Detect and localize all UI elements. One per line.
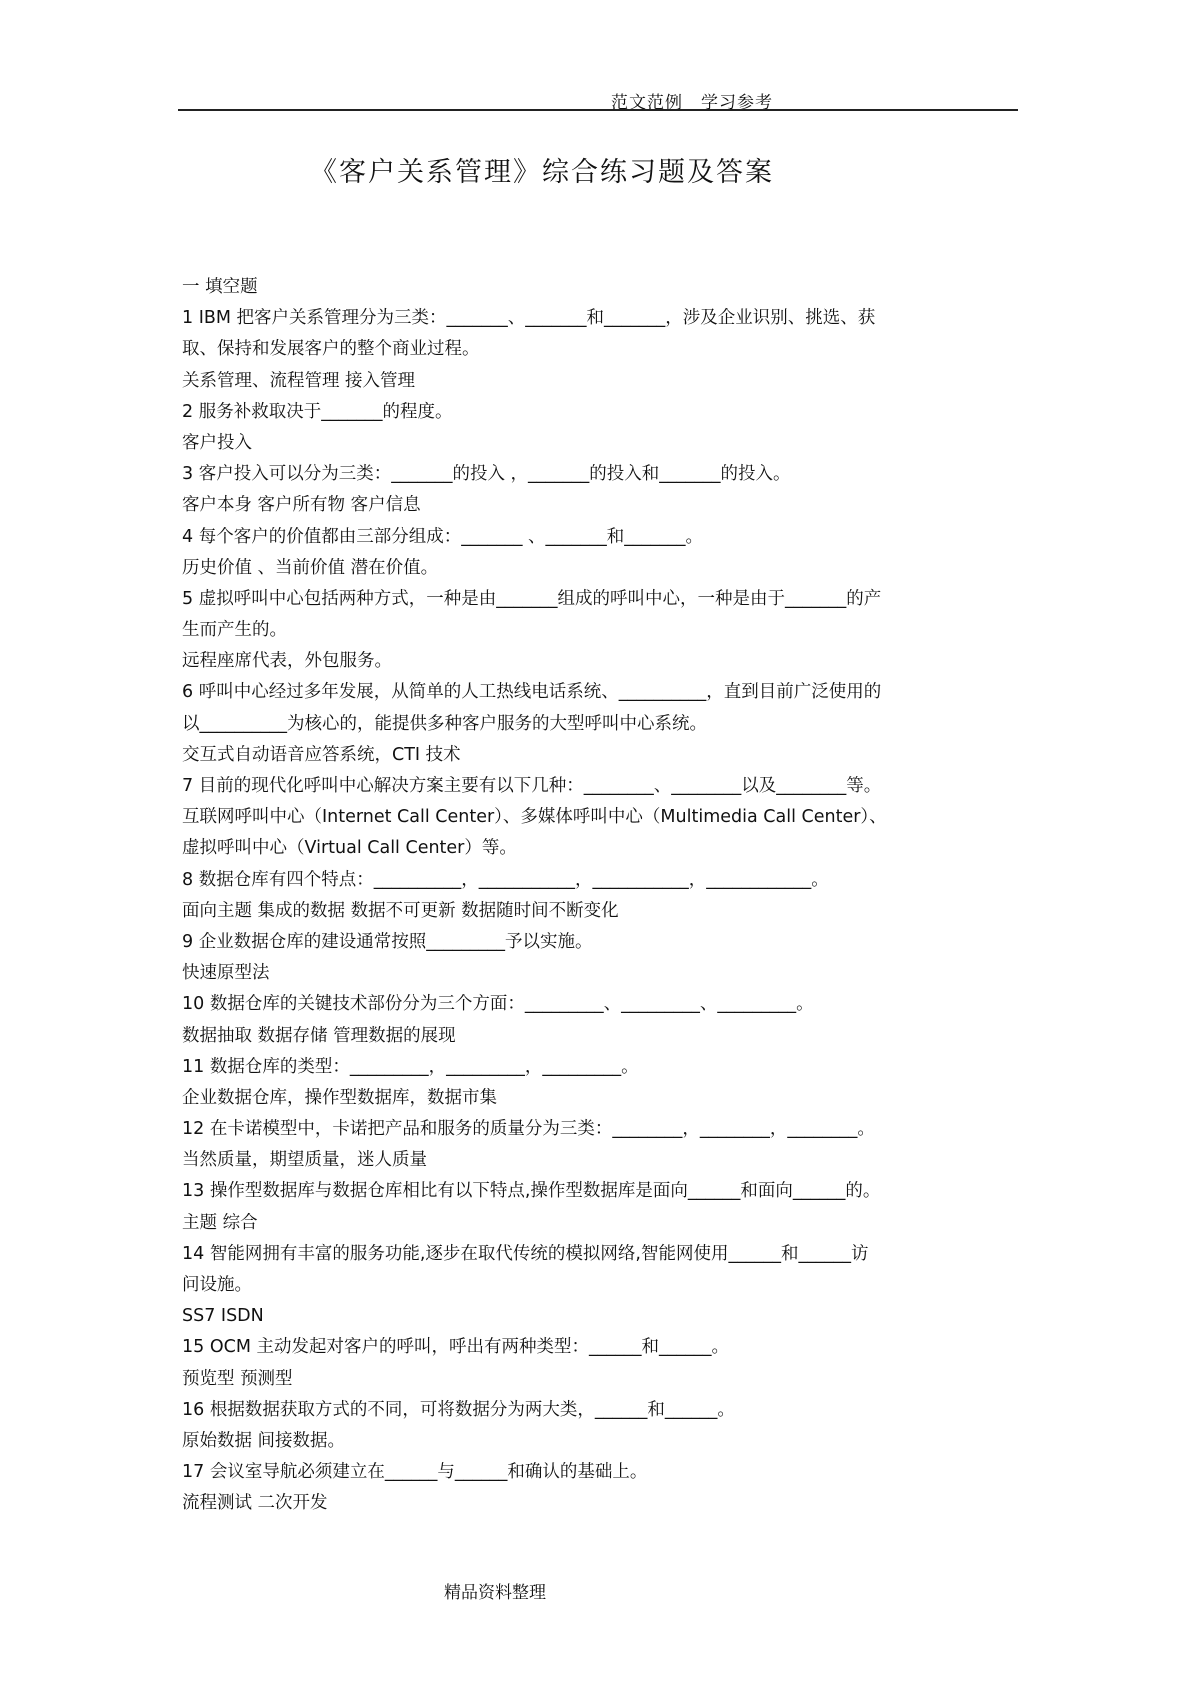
text-line: 虚拟呼叫中心（Virtual Call Center）等。 [182, 838, 517, 859]
text-line: 当然质量，期望质量，迷人质量 [182, 1150, 427, 1171]
text-line: 16 根据数据获取方式的不同，可将数据分为两大类，______和______。 [182, 1399, 735, 1420]
page-footer: 精品资料整理 [444, 1583, 546, 1603]
page-header: 范文范例 学习参考 [611, 93, 773, 113]
text-line: 关系管理、流程管理 接入管理 [182, 370, 416, 391]
document-body [182, 272, 1022, 1520]
text-line: 2 服务补救取决于_______的程度。 [182, 401, 453, 422]
text-line: 原始数据 间接数据。 [182, 1430, 346, 1451]
text-line: 预览型 预测型 [182, 1368, 293, 1389]
text-line: 11 数据仓库的类型：_________，_________，_________。 [182, 1056, 639, 1077]
text-line: 快速原型法 [182, 963, 270, 984]
text-line: 面向主题 集成的数据 数据不可更新 数据随时间不断变化 [182, 900, 619, 921]
text-line: 8 数据仓库有四个特点：__________，___________，___________，____________。 [182, 869, 829, 890]
section-heading: 一 填空题 [182, 277, 258, 297]
header-divider [178, 109, 1018, 111]
text-line: 取、保持和发展客户的整个商业过程。 [182, 339, 480, 360]
text-line: 流程测试 二次开发 [182, 1493, 328, 1514]
text-line: 远程座席代表，外包服务。 [182, 651, 392, 672]
text-line: 以__________为核心的，能提供多种客户服务的大型呼叫中心系统。 [182, 713, 707, 734]
text-line: 13 操作型数据库与数据仓库相比有以下特点,操作型数据库是面向______和面向______的。 [182, 1181, 881, 1202]
text-line: 客户本身 客户所有物 客户信息 [182, 495, 421, 516]
text-line: 历史价值 、当前价值 潜在价值。 [182, 557, 439, 578]
text-line: 互联网呼叫中心（Internet Call Center）、多媒体呼叫中心（Multimedia Call Center）、 [182, 807, 887, 828]
text-line: 5 虚拟呼叫中心包括两种方式，一种是由_______组成的呼叫中心，一种是由于_______的产 [182, 588, 882, 609]
document-title: 《客户关系管理》综合练习题及答案 [310, 157, 774, 188]
text-line: 问设施。 [182, 1275, 252, 1295]
text-line: 3 客户投入可以分为三类：_______的投入 ，_______的投入和_______的投入。 [182, 464, 791, 485]
text-line: 15 OCM 主动发起对客户的呼叫，呼出有两种类型：______和______。 [182, 1337, 729, 1358]
text-line: SS7 ISDN [182, 1306, 264, 1327]
text-line: 交互式自动语音应答系统，CTI 技术 [182, 744, 461, 765]
text-line: 主题 综合 [182, 1212, 258, 1233]
text-line: 企业数据仓库，操作型数据库，数据市集 [182, 1087, 497, 1108]
text-line: 1 IBM 把客户关系管理分为三类：_______、_______和_______，涉及企业识别、挑选、获 [182, 308, 876, 329]
text-line: 14 智能网拥有丰富的服务功能,逐步在取代传统的模拟网络,智能网使用______和______访 [182, 1243, 869, 1264]
text-line: 7 目前的现代化呼叫中心解决方案主要有以下几种：________、________以及________等。 [182, 776, 882, 796]
text-line: 9 企业数据仓库的建设通常按照_________予以实施。 [182, 931, 593, 952]
text-line: 生而产生的。 [182, 620, 287, 641]
text-line: 客户投入 [182, 432, 252, 453]
text-line: 12 在卡诺模型中，卡诺把产品和服务的质量分为三类：________，________，________。 [182, 1119, 875, 1140]
text-line: 数据抽取 数据存储 管理数据的展现 [182, 1025, 456, 1046]
text-line: 6 呼叫中心经过多年发展，从简单的人工热线电话系统、__________，直到目前广泛使用的 [182, 682, 882, 703]
text-line: 17 会议室导航必须建立在______与______和确认的基础上。 [182, 1462, 648, 1483]
text-line: 10 数据仓库的关键技术部份分为三个方面：_________、_________、_________。 [182, 994, 814, 1015]
text-line: 4 每个客户的价值都由三部分组成：_______ 、_______和_______。 [182, 526, 704, 547]
